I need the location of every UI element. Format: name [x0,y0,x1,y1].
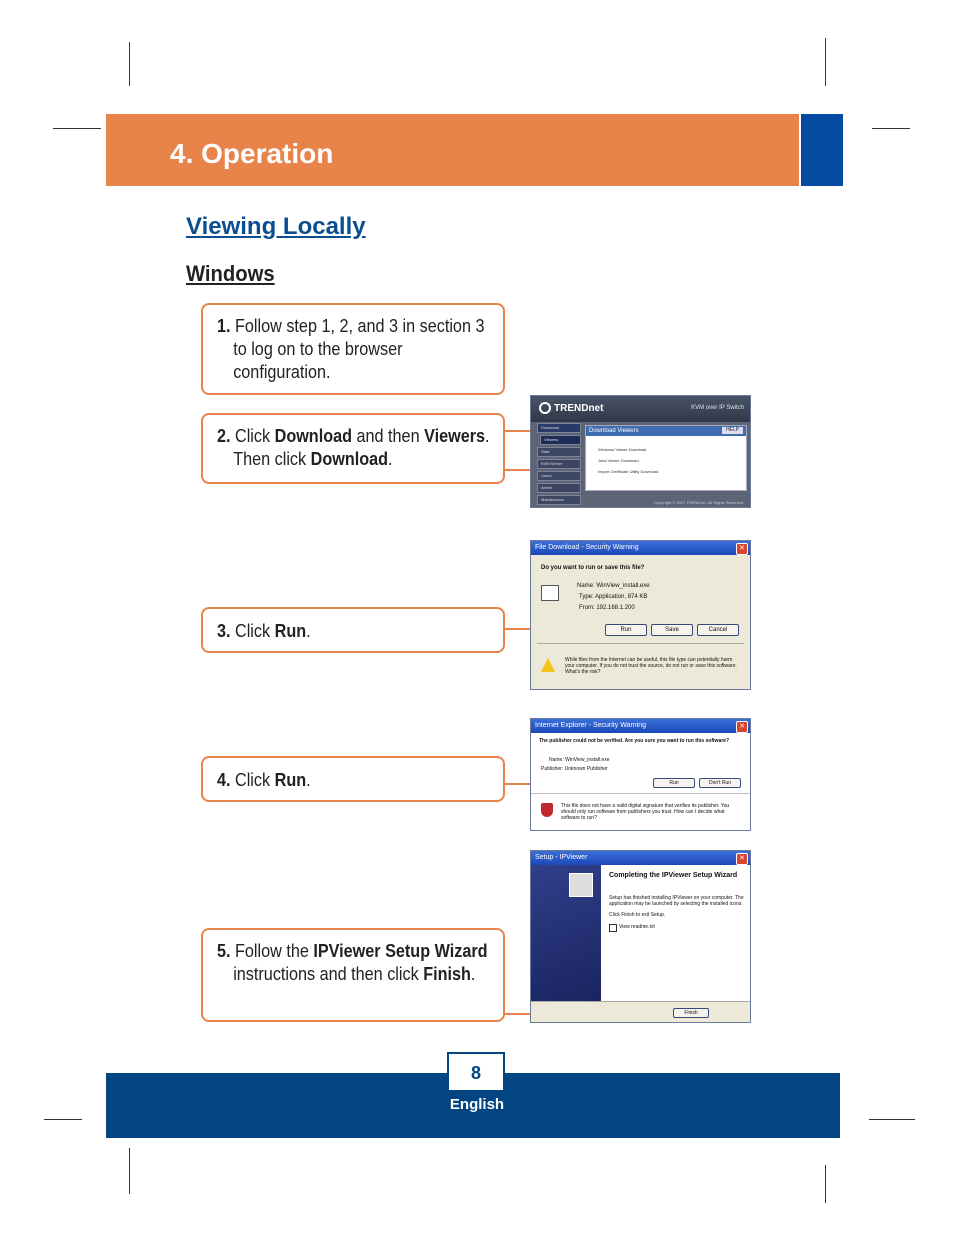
step-text-part: Follow step 1, 2, and 3 in section 3 to log on to the browser configuration. [233,316,485,382]
warning-text: While files from the Internet can be useful, this file type can potentially harm your computer. If you do not trust the source, do not run or save this software. What's the risk? [565,657,737,675]
step-text-bold: Finish [423,964,471,984]
menu-item[interactable]: Download [537,423,581,433]
step-text-part: instructions and then click [233,964,424,984]
dont-run-button[interactable]: Don't Run [699,778,741,788]
menu-item[interactable]: Users [537,471,581,481]
viewer-row[interactable]: Java Viewer Download [598,458,639,463]
installer-icon [569,873,593,897]
dialog-question: Do you want to run or save this file? [541,565,645,571]
step-text-bold: Run [274,621,307,641]
step-text [217,425,501,471]
cancel-button[interactable]: Cancel [697,624,739,636]
dialog-title: Internet Explorer - Security Warning [535,722,647,729]
crop-mark [869,1119,915,1120]
help-button[interactable]: HELP [722,427,743,434]
dialog-body [531,865,750,1022]
file-from: From: 192.168.1.200 [579,605,635,611]
dialog-title-bar [531,541,750,555]
warning-shield-icon [541,658,555,672]
shield-icon [541,803,553,817]
viewer-row[interactable]: Import Certificate Utility Download [598,469,659,474]
finish-button[interactable]: Finish [673,1008,709,1018]
page-number: 8 [447,1052,505,1092]
run-button[interactable]: Run [653,778,695,788]
file-type: Type: Application, 874 KB [579,594,648,600]
step-box-2 [201,413,505,484]
step-number: 4. [217,770,236,790]
dialog-divider [531,793,750,794]
run-button[interactable]: Run [605,624,647,636]
dialog-divider [537,643,744,644]
crop-mark [44,1119,82,1120]
chapter-title: 4. Operation [170,138,334,169]
dialog-title-bar [531,719,750,733]
step-box-4 [201,756,505,802]
browser-panel [585,425,747,491]
browser-menu [537,423,581,507]
browser-banner [531,396,750,422]
step-text-bold: Viewers [424,426,486,446]
copyright: Copyright © 2007 TRENDnet. All Rights Reserved. [654,500,744,505]
crop-mark [825,38,826,86]
readme-label: View readme.txt [619,924,655,930]
dialog-question: The publisher could not be verified. Are you sure you want to run this software? [539,738,730,744]
step-box-5 [201,928,505,1022]
step-box-3 [201,607,505,653]
step-text [217,620,501,643]
section-title: Windows [186,261,275,286]
step-text-part: Click [235,770,275,790]
viewer-row[interactable]: Windows Viewer Download [598,447,647,452]
publisher: Publisher: Unknown Publisher [541,766,608,772]
panel-title-bar [586,426,746,436]
step-text-bold: IPViewer Setup Wizard [313,941,488,961]
step-text-part: . [306,770,311,790]
dialog-title-bar [531,851,750,865]
step-number: 3. [217,621,236,641]
crop-mark [872,128,910,129]
footer-language: English [449,1096,505,1113]
step-text-part: . [306,621,311,641]
file-icon [541,585,559,601]
dialog-body [531,555,750,689]
crop-mark [53,128,101,129]
menu-item[interactable]: Viewers [540,435,581,445]
setup-wizard-dialog [530,850,751,1023]
product-name: KVM over IP Switch [691,405,744,411]
ie-security-dialog [530,718,751,831]
menu-item[interactable]: Admin [537,483,581,493]
step-text [217,940,501,986]
step-text-part: . [388,449,393,469]
step-text-part: . [470,964,476,984]
close-icon[interactable]: ✕ [736,543,748,555]
step-number: 1. [217,316,236,336]
readme-checkbox[interactable] [609,924,617,932]
step-box-1 [201,303,505,395]
crop-mark [129,42,130,86]
step-text [217,315,501,384]
dialog-title: Setup - IPViewer [535,854,588,861]
wizard-text-finish: Click Finish to exit Setup. [609,912,666,918]
crop-mark [129,1148,130,1194]
dialog-body [531,733,750,830]
step-text-bold: Download [274,426,353,446]
brand-name: TRENDnet [554,403,604,414]
wizard-sidebar-image [531,865,601,1001]
file-name: Name: WinView_install.exe [549,757,610,763]
step-text-bold: Download [310,449,389,469]
wizard-footer [531,1001,750,1022]
step-text-bold: Run [274,770,307,790]
close-icon[interactable]: ✕ [736,721,748,733]
browser-screenshot [530,395,751,508]
wizard-text: Setup has finished installing IPViewer on your computer. The application may be launched by selecting the installed icons. [609,895,744,907]
step-number: 2. [217,426,236,446]
step-text-part: Click [235,621,275,641]
step-text-part: Follow the [235,941,314,961]
wizard-heading: Completing the IPViewer Setup Wizard [609,872,738,879]
chapter-header-bar [106,114,799,186]
dialog-title: File Download - Security Warning [535,544,639,551]
subheading: Viewing Locally [186,213,366,240]
step-text-part: Click [235,426,275,446]
file-download-dialog [530,540,751,690]
header-tab [801,114,843,186]
step-text-part: . Then click [233,426,490,469]
crop-mark [825,1165,826,1203]
close-icon[interactable]: ✕ [736,853,748,865]
menu-item[interactable]: Maintenance [537,495,581,505]
menu-item[interactable]: KVM Server [537,459,581,469]
menu-item[interactable]: Start [537,447,581,457]
panel-title: Download Viewers [589,428,639,434]
file-name: Name: WinView_install.exe [577,583,650,589]
step-number: 5. [217,941,236,961]
warning-text: This file does not have a valid digital signature that verifies its publisher. You should only run software from publishers you trust. How can I decide what software to run? [561,803,730,821]
step-text [217,769,501,792]
step-text-part: and then [352,426,425,446]
trendnet-logo-icon [539,402,551,414]
save-button[interactable]: Save [651,624,693,636]
